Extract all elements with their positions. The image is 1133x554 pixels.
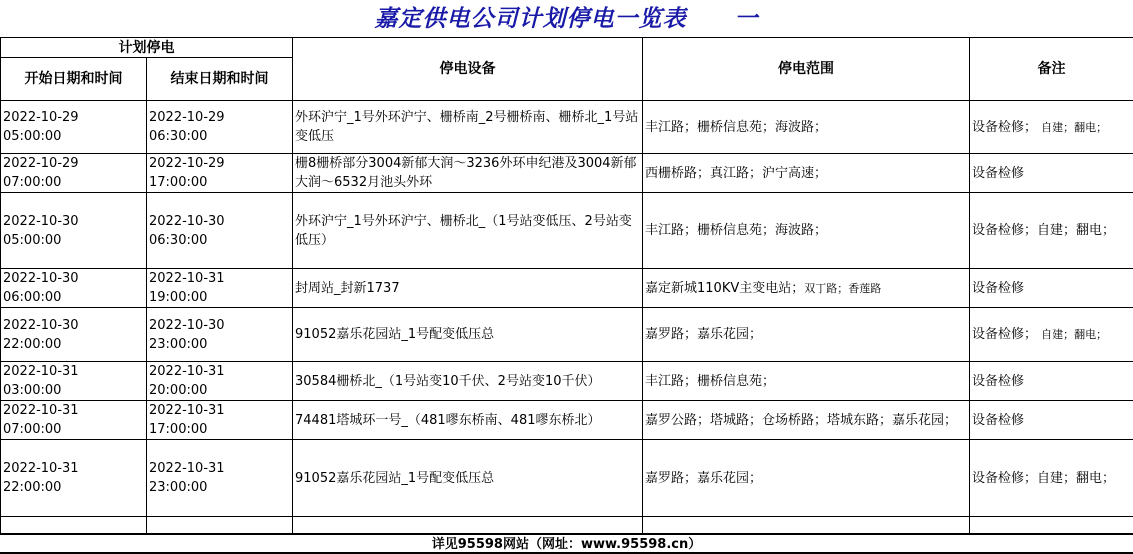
- start-cell: 2022-10-30 06:00:00: [1, 269, 147, 308]
- footer-note: 详见95598网站（网址：www.95598.cn）: [0, 533, 1133, 554]
- start-cell: 2022-10-29 05:00:00: [1, 101, 147, 154]
- equipment-cell: 91052嘉乐花园站_1号配变低压总: [293, 440, 643, 517]
- empty-cell: [970, 517, 1133, 534]
- range-cell: 嘉罗路；嘉乐花园；: [643, 308, 970, 362]
- title-suffix: 一: [734, 5, 759, 32]
- start-cell: 2022-10-31 22:00:00: [1, 440, 147, 517]
- end-cell: 2022-10-31 23:00:00: [147, 440, 293, 517]
- equipment-cell: 栅8栅桥部分3004新郁大润～3236外环申纪港及3004新郁大润～6532月池头外环: [293, 154, 643, 193]
- equipment-cell: 91052嘉乐花园站_1号配变低压总: [293, 308, 643, 362]
- table-row: [1, 193, 1133, 269]
- title-text: 嘉定供电公司计划停电一览表: [374, 5, 687, 32]
- range-cell: 丰江路；栅桥信息苑；海波路；: [643, 101, 970, 154]
- end-cell: 2022-10-29 17:00:00: [147, 154, 293, 193]
- header-plan: 计划停电: [1, 38, 293, 58]
- table-row: [1, 101, 1133, 154]
- note-cell: 设备检修: [970, 401, 1133, 440]
- range-cell: 西栅桥路；真江路；沪宁高速；: [643, 154, 970, 193]
- table-row: [1, 401, 1133, 440]
- equipment-cell: 74481塔城环一号_（481嘐东桥南、481嘐东桥北）: [293, 401, 643, 440]
- start-cell: 2022-10-31 03:00:00: [1, 362, 147, 401]
- header-range: 停电范围: [643, 38, 970, 101]
- table-row: [1, 440, 1133, 517]
- empty-cell: [1, 517, 147, 534]
- note-cell: 设备检修: [970, 154, 1133, 193]
- range-cell: 嘉罗路；嘉乐花园；: [643, 440, 970, 517]
- equipment-cell: 30584栅桥北_（1号站变10千伏、2号站变10千伏）: [293, 362, 643, 401]
- table-row: [1, 362, 1133, 401]
- header-end: 结束日期和时间: [147, 58, 293, 101]
- page-title: [0, 0, 1133, 37]
- note-cell: 设备检修；自建；翻电；: [970, 193, 1133, 269]
- empty-cell: [643, 517, 970, 534]
- end-cell: 2022-10-31 20:00:00: [147, 362, 293, 401]
- start-cell: 2022-10-30 22:00:00: [1, 308, 147, 362]
- note-cell: 设备检修； 自建；翻电；: [970, 101, 1133, 154]
- range-cell: 丰江路；栅桥信息苑；海波路；: [643, 193, 970, 269]
- range-cell: 嘉罗公路；塔城路；仓场桥路；塔城东路；嘉乐花园；: [643, 401, 970, 440]
- note-cell: 设备检修； 自建；翻电；: [970, 308, 1133, 362]
- header-note: 备注: [970, 38, 1133, 101]
- range-cell: 丰江路；栅桥信息苑；: [643, 362, 970, 401]
- empty-cell: [147, 517, 293, 534]
- range-cell: 嘉定新城110KV主变电站；双丁路；香莲路: [643, 269, 970, 308]
- end-cell: 2022-10-31 17:00:00: [147, 401, 293, 440]
- note-cell: 设备检修: [970, 362, 1133, 401]
- table-row: [1, 308, 1133, 362]
- end-cell: 2022-10-31 19:00:00: [147, 269, 293, 308]
- header-row-1: [1, 38, 1133, 58]
- end-cell: 2022-10-29 06:30:00: [147, 101, 293, 154]
- table-row: [1, 154, 1133, 193]
- start-cell: 2022-10-31 07:00:00: [1, 401, 147, 440]
- header-equipment: 停电设备: [293, 38, 643, 101]
- end-cell: 2022-10-30 23:00:00: [147, 308, 293, 362]
- header-start: 开始日期和时间: [1, 58, 147, 101]
- start-cell: 2022-10-30 05:00:00: [1, 193, 147, 269]
- equipment-cell: 外环沪宁_1号外环沪宁、栅桥南_2号栅桥南、栅桥北_1号站变低压: [293, 101, 643, 154]
- equipment-cell: 外环沪宁_1号外环沪宁、栅桥北_（1号站变低压、2号站变低压）: [293, 193, 643, 269]
- end-cell: 2022-10-30 06:30:00: [147, 193, 293, 269]
- note-cell: 设备检修；自建；翻电；: [970, 440, 1133, 517]
- empty-cell: [293, 517, 643, 534]
- note-cell: 设备检修: [970, 269, 1133, 308]
- table-row: [1, 269, 1133, 308]
- start-cell: 2022-10-29 07:00:00: [1, 154, 147, 193]
- empty-row: [1, 517, 1133, 534]
- equipment-cell: 封周站_封新1737: [293, 269, 643, 308]
- outage-table: [0, 37, 1133, 534]
